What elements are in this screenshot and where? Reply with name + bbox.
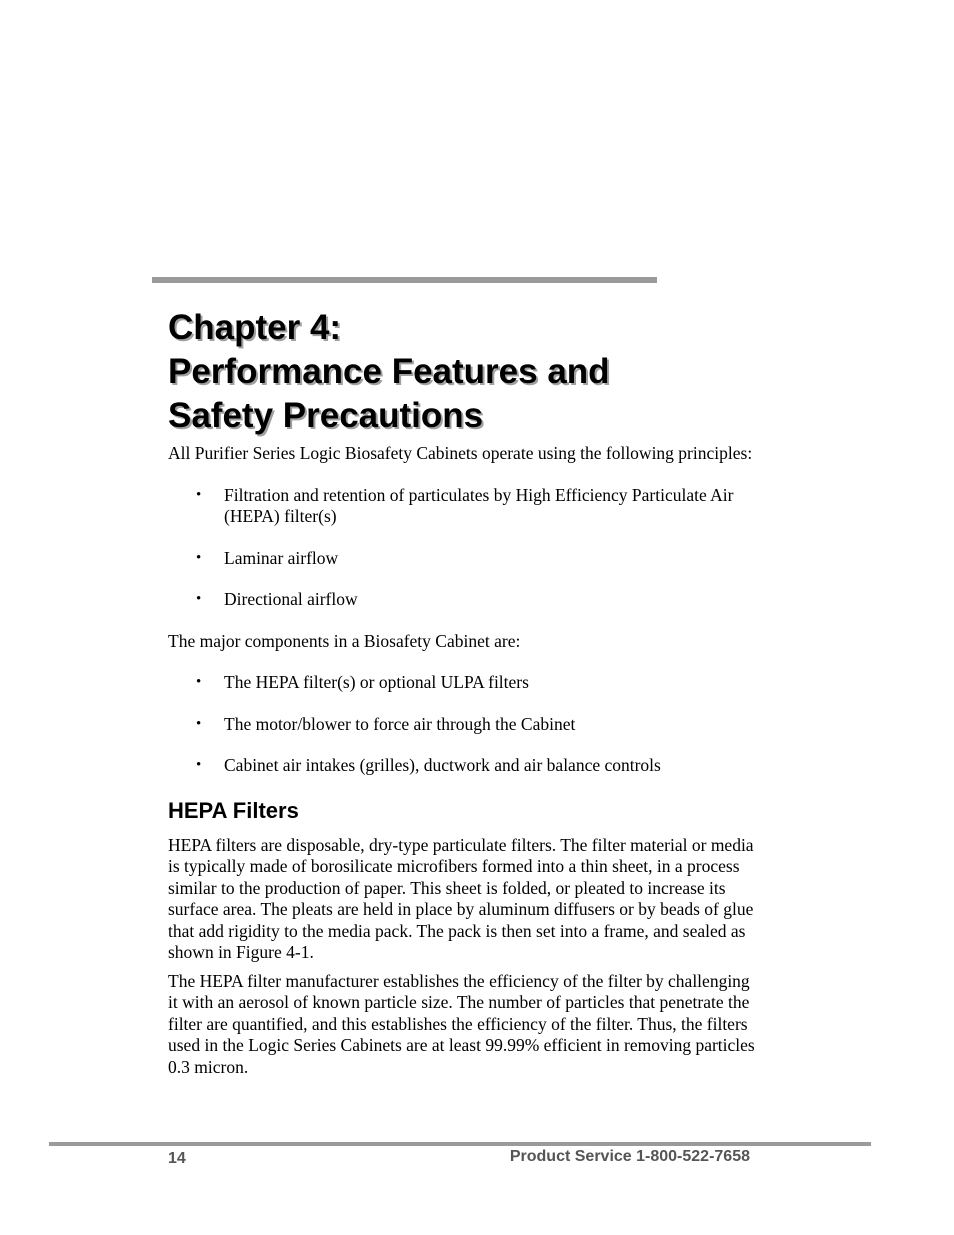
principles-list <box>168 485 758 611</box>
bullet-icon: • <box>196 674 202 690</box>
list-item-text: The HEPA filter(s) or optional ULPA filters <box>224 672 529 692</box>
bullet-icon: • <box>196 486 202 503</box>
chapter-title-line: Safety Precautions <box>168 396 484 435</box>
chapter-rule <box>152 277 657 283</box>
page-content <box>168 443 758 1085</box>
section-heading: HEPA Filters <box>168 797 299 823</box>
section-paragraph: The HEPA filter manufacturer establishes the efficiency of the filter by challenging it with an aerosol of known particle size. The number of particles that penetrate the filter are quantified, and this establishes the efficiency of the filter. Thus, the filters used in the Logic Series Cabinets are at least 99.99% efficient in removing particles 0.3 micron. <box>168 970 755 1077</box>
list-item <box>168 672 758 694</box>
intro-paragraph: All Purifier Series Logic Biosafety Cabinets operate using the following principles: <box>168 443 753 463</box>
chapter-title-line: Chapter 4: <box>168 308 342 347</box>
list-item-text: Cabinet air intakes (grilles), ductwork and air balance controls <box>224 755 661 775</box>
list-item <box>168 589 758 611</box>
components-intro: The major components in a Biosafety Cabinet are: <box>168 630 521 651</box>
bullet-icon: • <box>196 591 202 607</box>
bullet-icon: • <box>196 715 202 732</box>
page-number: 14 <box>168 1150 186 1167</box>
footer-text: Product Service 1-800-522-7658 <box>509 1148 750 1165</box>
list-item-text: Laminar airflow <box>224 547 339 568</box>
chapter-title-line: Performance Features and <box>168 352 610 391</box>
footer-rule <box>49 1142 871 1146</box>
list-item <box>168 755 758 777</box>
components-list <box>168 672 758 777</box>
bullet-icon: • <box>196 549 202 566</box>
list-item <box>168 714 758 736</box>
list-item <box>168 485 758 528</box>
bullet-icon: • <box>196 757 202 773</box>
chapter-title <box>168 306 768 438</box>
list-item-text: The motor/blower to force air through the Cabinet <box>224 713 576 734</box>
list-item-text: Directional airflow <box>224 589 358 609</box>
section-paragraph: HEPA filters are disposable, dry-type particulate filters. The filter material or media is typically made of borosilicate microfibers formed into a thin sheet, in a process similar to the production of paper. This sheet is folded, or pleated to increase its surface area. The pleats are held in place by aluminum diffusers or by beads of glue that add rigidity to the media pack. The pack is then set into a frame, and sealed as shown in Figure 4-1. <box>168 834 754 962</box>
list-item-text: Filtration and retention of particulates by High Efficiency Particulate Air (HEPA) filter(s) <box>224 484 734 526</box>
list-item <box>168 548 758 570</box>
